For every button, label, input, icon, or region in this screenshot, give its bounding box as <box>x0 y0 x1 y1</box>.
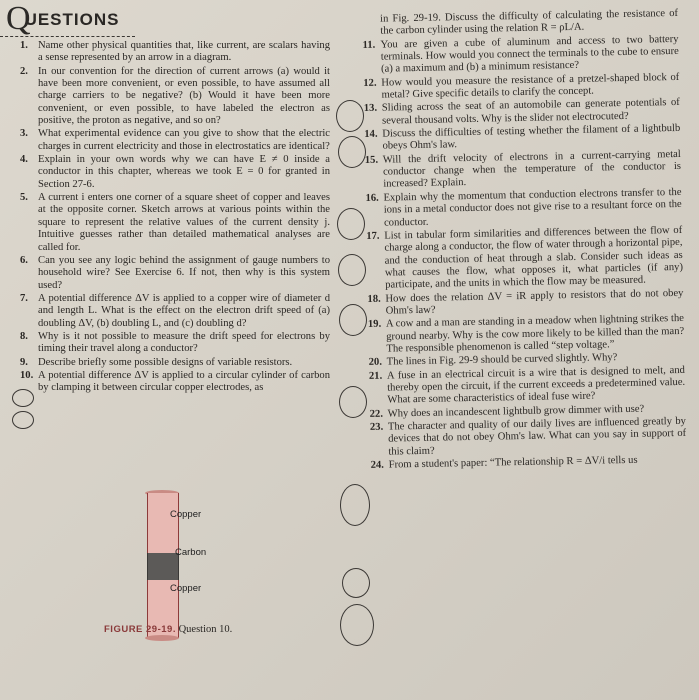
pen-circle-16 <box>338 254 366 286</box>
question-4: 4. Explain in your own words why we can have E ≠ 0 inside a conductor in this chapter, whereas we took E = 0 for granted in Section 27-6. <box>20 154 330 190</box>
question-6: 6. Can you see any logic behind the assignment of gauge numbers to household wire? See Exercise 6. If not, then why is this system used? <box>20 254 330 291</box>
header-title: UESTIONS <box>24 10 120 29</box>
right-column <box>362 8 687 473</box>
cylinder-bottom-cap <box>145 635 179 641</box>
pen-circle-8 <box>12 389 34 407</box>
figure-caption <box>104 624 232 635</box>
pen-circle-15 <box>337 208 365 240</box>
question-23: 23. The character and quality of our daily lives are influenced greatly by devices that do not obey Ohm's law. What can you say in support of this claim? <box>369 415 687 458</box>
question-10-continuation: in Fig. 29-19. Discuss the difficulty of calculating the resistance of the carbon cylinder using the relation R = ρL/A. <box>379 7 679 37</box>
question-10: 10. A potential difference ΔV is applied to a circular cylinder of carbon by clamping it between circular copper electrodes, as <box>20 369 330 394</box>
question-8: 8. Why is it not possible to measure the drift speed for electrons by timing their travel along a conductor? <box>20 330 330 355</box>
question-13: 13. Sliding across the seat of an automobile can generate potentials of several thousand volts. Why is the slider not electrocuted? <box>363 97 680 127</box>
question-9: 9. Describe briefly some possible designs of variable resistors. <box>20 356 293 368</box>
question-24: 24. From a student's paper: “The relationship R = ΔV/i tells us <box>370 454 638 471</box>
question-19: 19. A cow and a man are standing in a meadow when lightning strikes the ground nearby. Why is the cow more likely to be killed than the man? The responsible phenomenon is called “step voltage.” <box>367 313 685 355</box>
header-divider <box>0 36 135 37</box>
question-12: 12. How would you measure the resistance of a pretzel-shaped block of metal? Give specific details to clarify the concept. <box>363 71 680 101</box>
left-column <box>20 40 330 396</box>
pen-circle-20-21 <box>340 484 370 526</box>
question-11: 11. You are given a cube of aluminum and access to two battery terminals. How would you connect the terminals to the cube to ensure (a) a maximum and (b) a minimum resistance? <box>362 33 679 76</box>
question-20: 20. The lines in Fig. 29-9 should be curved slightly. Why? <box>368 352 618 369</box>
pen-circle-9 <box>12 411 34 429</box>
question-3: 3. What experimental evidence can you give to show that the electric charges in current electricity and those in electrostatics are identical? <box>20 128 330 152</box>
label-carbon: Carbon <box>175 547 207 558</box>
pen-circle-18 <box>339 386 367 418</box>
question-17: 17. List in tabular form similarities and differences between the flow of charge along a conductor, the flow of water through a horizontal pipe, and the conduction of heat through a slab. Consider such ideas as what causes the flow, what opposes it, what particles (if any) participate, and the units in which the flow may be measured. <box>366 224 684 291</box>
pen-circle-17 <box>339 304 367 336</box>
header-initial: Q <box>6 0 31 37</box>
label-copper-top: Copper <box>170 509 202 520</box>
question-7: 7. A potential difference ΔV is applied to a copper wire of diameter d and length L. What is the effect on the electron drift speed of (a) doubling ΔV, (b) doubling L, and (c) doubling d? <box>20 292 330 329</box>
label-copper-bottom: Copper <box>170 583 202 594</box>
copper-electrode-top <box>147 493 179 553</box>
pen-circle-23 <box>342 568 370 598</box>
question-16: 16. Explain why the momentum that conduction electrons transfer to the ions in a metal conductor does not give rise to a resultant force on the conductor. <box>365 186 682 229</box>
question-2: 2. In our convention for the direction of current arrows (a) would it have been more convenient, or even possible, to have assumed all charge carriers to be negative? (b) Would it have been more convenient, or even possible, to have labeled the electron as positive, the proton as negative, and so on? <box>20 65 330 127</box>
pen-circle-24 <box>340 604 374 646</box>
figure-number: FIGURE 29-19. <box>104 624 176 635</box>
question-21: 21. A fuse in an electrical circuit is a wire that is designed to melt, and thereby open the circuit, if the current exceeds a predetermined value. What are some characteristics of ideal fuse wire? <box>368 364 686 406</box>
figure-caption-text: Question 10. <box>178 624 233 635</box>
section-header <box>6 0 120 37</box>
question-1: 1. Name other physical quantities that, like current, are scalars having a sense represented by an arrow in a diagram. <box>20 40 330 64</box>
question-18: 18. How does the relation ΔV = iR apply to resistors that do not obey Ohm's law? <box>367 287 684 317</box>
question-15: 15. Will the drift velocity of electrons in a current-carrying metal conductor change when the temperature of the conductor is increased? Explain. <box>364 148 682 191</box>
question-5: 5. A current i enters one corner of a square sheet of copper and leaves at the opposite corner. Sketch arrows at various points within the square to represent the relative values of the current density j. Intuitive guesses rather than detailed mathematical analyses are called for. <box>20 192 330 253</box>
pen-circle-13 <box>338 136 366 168</box>
question-14: 14. Discuss the difficulties of testing whether the filament of a lightbulb obeys Ohm's law. <box>364 123 681 153</box>
question-22: 22. Why does an incandescent lightbulb grow dimmer with use? <box>369 403 645 420</box>
pen-circle-12 <box>336 100 364 132</box>
